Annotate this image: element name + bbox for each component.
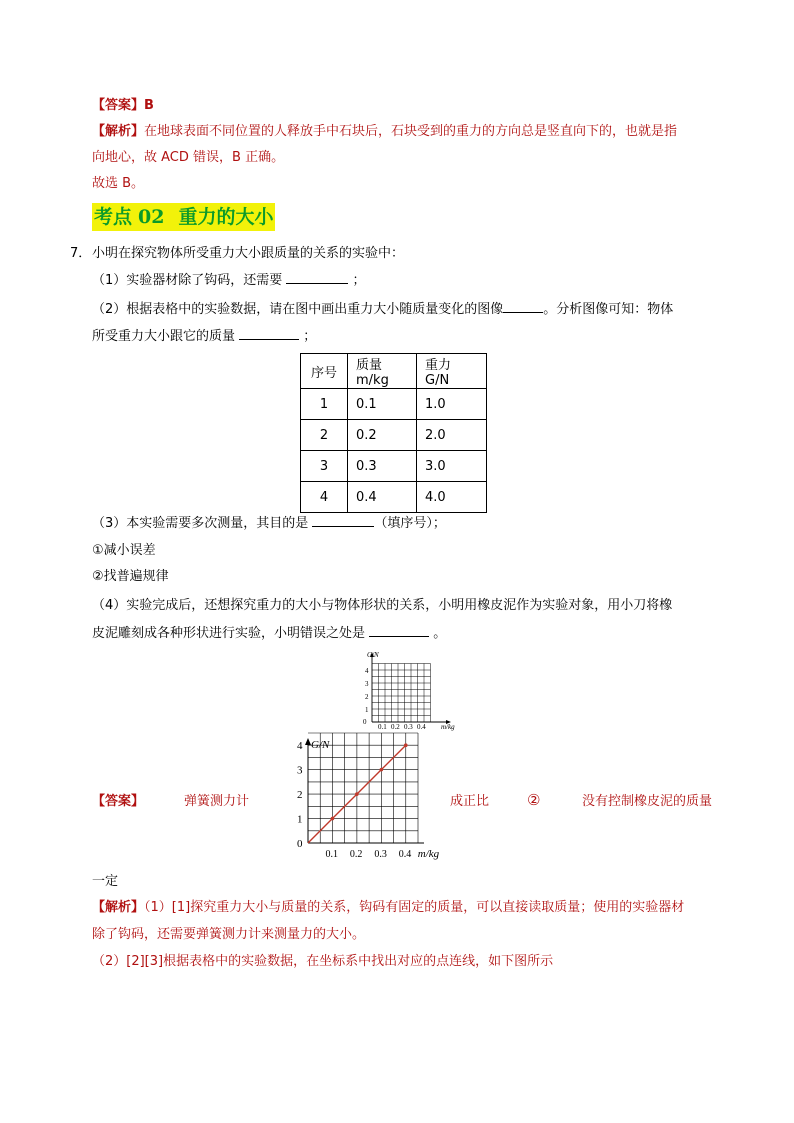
x-tick-label: 0.3 xyxy=(404,723,413,731)
table-cell: 1 xyxy=(301,389,348,420)
analysis-line2: 除了钩码，还需要弹簧测力计来测量力的大小。 xyxy=(92,927,366,942)
y-tick-label: 3 xyxy=(297,764,303,777)
table-cell: 4.0 xyxy=(417,482,487,513)
prev-analysis-line1: 【解析】在地球表面不同位置的人释放手中石块后，石块受到的重力的方向总是竖直向下的，也就是指 xyxy=(92,124,678,139)
table-cell: 3 xyxy=(301,451,348,482)
answer-blank-2 xyxy=(503,299,543,313)
x-tick-label: 0.4 xyxy=(417,723,426,731)
table-header: 序号 xyxy=(301,354,348,389)
prev-analysis-line3: 故选 B。 xyxy=(92,176,145,191)
topic-title: 重力的大小 xyxy=(178,206,274,228)
table-cell: 0.4 xyxy=(348,482,417,513)
question-part1: （1）实验器材除了钩码，还需要 ； xyxy=(92,270,366,291)
table-row xyxy=(301,389,487,420)
y-tick-label: 2 xyxy=(365,693,369,701)
analysis-line3: （2）[2][3]根据表格中的实验数据，在坐标系中找出对应的点连线，如下图所示 xyxy=(92,954,554,969)
analysis-line1: 【解析】（1）[1]探究重力大小与质量的关系，钩码有固定的质量，可以直接读取质量；使用的实验器材 xyxy=(92,900,685,915)
data-point xyxy=(404,743,408,747)
answer-4: 没有控制橡皮泥的质量 xyxy=(582,794,713,809)
data-point xyxy=(380,768,384,772)
table-cell: 2 xyxy=(301,420,348,451)
chart-x-axis-label: m/kg xyxy=(417,848,440,860)
topic-number: 02 xyxy=(138,206,165,228)
y-tick-label: 1 xyxy=(297,813,303,826)
table-cell: 4 xyxy=(301,482,348,513)
question-number: 7． xyxy=(70,246,92,261)
y-tick-label: 2 xyxy=(297,789,303,802)
y-tick-label: 3 xyxy=(365,680,369,688)
table-cell: 0.1 xyxy=(348,389,417,420)
data-point xyxy=(355,792,359,796)
table-cell: 1.0 xyxy=(417,389,487,420)
table-cell: 2.0 xyxy=(417,420,487,451)
y-tick-label: 1 xyxy=(365,706,369,714)
table-cell: 0.3 xyxy=(348,451,417,482)
x-tick-label: 0.4 xyxy=(398,849,412,860)
question-part4-line2: 皮泥雕刻成各种形状进行实验，小明错误之处是 。 xyxy=(92,623,446,644)
question-part2-line2: 所受重力大小跟它的质量 ； xyxy=(92,326,316,347)
answer-3: ② xyxy=(527,791,541,809)
data-table xyxy=(300,353,487,513)
prev-answer-label: 【答案】 xyxy=(92,98,145,113)
question-part3: （3）本实验需要多次测量，其目的是 （填序号）； xyxy=(92,513,446,534)
y-tick-label: 0 xyxy=(297,838,303,850)
answer-chart-ticks xyxy=(297,740,411,860)
analysis-label: 【解析】 xyxy=(92,900,145,915)
answer-chart-series xyxy=(308,743,408,843)
prev-answer xyxy=(92,96,154,116)
table-cell: 0.2 xyxy=(348,420,417,451)
y-axis-label: G/N xyxy=(367,651,379,659)
data-point xyxy=(331,817,335,821)
x-axis-label: m/kg xyxy=(441,723,455,731)
y-tick-label: 4 xyxy=(297,740,303,753)
table-row xyxy=(301,451,487,482)
topic-heading xyxy=(92,203,275,231)
x-tick-label: 0.2 xyxy=(391,723,400,731)
prev-analysis-line2: 向地心，故 ACD 错误，B 正确。 xyxy=(92,150,285,165)
question-part2-line1: （2）根据表格中的实验数据，请在图中画出重力大小随质量变化的图像 。分析图像可知：物体 xyxy=(92,299,673,320)
x-tick-label: 0.1 xyxy=(378,723,387,731)
topic-prefix: 考点 xyxy=(94,206,133,228)
empty-graph xyxy=(355,650,465,732)
empty-graph-grid xyxy=(372,664,431,723)
table-header: 重力 G/N xyxy=(417,354,487,389)
table-cell: 3.0 xyxy=(417,451,487,482)
option-2: ②找普遍规律 xyxy=(92,569,169,584)
answer-4-continued: 一定 xyxy=(92,874,119,889)
y-tick-label: 4 xyxy=(365,667,369,675)
answer-blank-4 xyxy=(312,513,374,527)
answer-label: 【答案】 xyxy=(92,794,145,809)
y-tick-label: 0 xyxy=(363,718,367,726)
table-header-row xyxy=(301,354,487,389)
question-stem: 小明在探究物体所受重力大小跟质量的关系的实验中： xyxy=(92,246,405,261)
prev-analysis-label: 【解析】 xyxy=(92,124,145,139)
prev-answer-value: B xyxy=(144,98,154,113)
table-row xyxy=(301,482,487,513)
table-row xyxy=(301,420,487,451)
answer-2: 成正比 xyxy=(450,794,490,809)
answer-blank-3 xyxy=(239,326,299,340)
answer-chart xyxy=(280,736,440,864)
x-tick-label: 0.2 xyxy=(349,849,363,860)
question-part4-line1: （4）实验完成后，还想探究重力的大小与物体形状的关系，小明用橡皮泥作为实验对象，用小刀将橡 xyxy=(92,598,673,613)
answer-blank-1 xyxy=(286,270,348,284)
answer-blank-5 xyxy=(369,623,429,637)
answer-1: 弹簧测力计 xyxy=(184,794,250,809)
table-header: 质量m/kg xyxy=(348,354,417,389)
x-tick-label: 0.3 xyxy=(374,849,387,860)
x-tick-label: 0.1 xyxy=(325,849,338,860)
chart-y-axis-label: G/N xyxy=(311,739,330,751)
option-1: ①减小误差 xyxy=(92,543,156,558)
